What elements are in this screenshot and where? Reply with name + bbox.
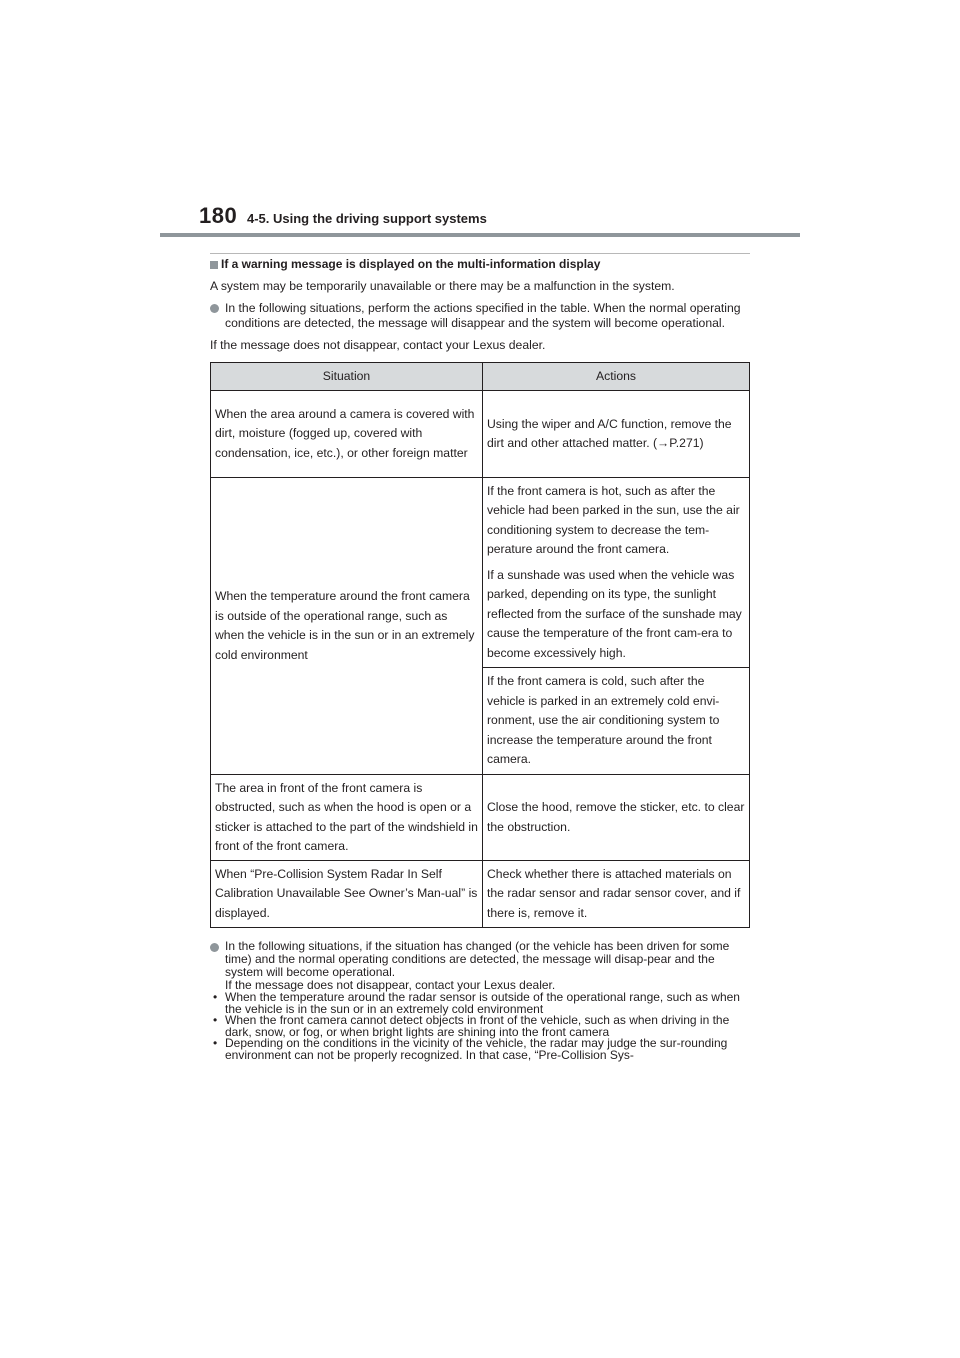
dash-text: When the front camera cannot detect objects in front of the vehicle, such as when driving in the dark, snow, or fog, or when bright lights are shining into the front camera	[225, 1013, 730, 1039]
situation-cell: When “Pre-Collision System Radar In Self Calibration Unavailable See Owner’s Man-ual” is displayed.	[211, 861, 483, 928]
bullet-note: If the message does not disappear, contact your Lexus dealer.	[225, 978, 556, 992]
dash-text: When the temperature around the radar sensor is outside of the operational range, such as when the vehicle is in the sun or in an extremely cold environment	[225, 990, 740, 1016]
action-paragraph: If a sunshade was used when the vehicle was parked, depending on its type, the sunlight reflected from the surface of the sunshade may cause the temperature of the front cam-era to become excessively high.	[487, 567, 742, 660]
dash-item	[210, 992, 750, 1015]
contact-dealer-note: If the message does not disappear, contact your Lexus dealer.	[210, 338, 546, 352]
actions-cell: Check whether there is attached materials on the radar sensor and radar sensor cover, and if there is, remove it.	[483, 861, 750, 928]
action-paragraph: If the front camera is hot, such as after the vehicle had been parked in the sun, use the air conditioning system to decrease the tem-perature around the front camera.	[487, 483, 740, 557]
section-title: 4-5. Using the driving support systems	[247, 211, 487, 226]
section-heading-text: If a warning message is displayed on the multi-information display	[221, 257, 601, 271]
dash-marker: •	[213, 1036, 218, 1050]
actions-cell	[483, 478, 750, 668]
table-header-actions: Actions	[483, 363, 750, 391]
circle-bullet-icon	[210, 943, 219, 952]
dash-item	[210, 1038, 750, 1061]
bullet-text: In the following situations, perform the actions specified in the table. When the normal operating conditions are detected, the message will disappear and the system will become operational.	[225, 301, 741, 330]
table-row	[211, 861, 750, 928]
page-content	[210, 257, 750, 1061]
actions-cell: If the front camera is cold, such after the vehicle is parked in an extremely cold envi-ronment, use the air conditioning system to increase the temperature around the front camera.	[483, 668, 750, 775]
situation-cell: When the temperature around the front camera is outside of the operational range, such as when the vehicle is in the sun or in an extremely cold environment	[211, 478, 483, 775]
table-header-row	[211, 363, 750, 391]
actions-cell: Using the wiper and A/C function, remove the dirt and other attached matter. (→P.271)	[483, 391, 750, 478]
intro-paragraph: A system may be temporarily unavailable or there may be a malfunction in the system.	[210, 279, 675, 293]
dash-marker: •	[213, 990, 218, 1004]
section-heading	[210, 257, 750, 272]
table-row	[211, 391, 750, 478]
situation-cell: The area in front of the front camera is obstructed, such as when the hood is open or a sticker is attached to the part of the windshield in front of the front camera.	[211, 775, 483, 861]
dash-text: Depending on the conditions in the vicinity of the vehicle, the radar may judge the sur-rounding environment can not be properly recognized. In that case, “Pre-Collision Sys-	[225, 1036, 728, 1062]
warning-table	[210, 362, 750, 928]
table-row	[211, 775, 750, 861]
header-bar	[160, 233, 800, 237]
actions-cell: Close the hood, remove the sticker, etc. to clear the obstruction.	[483, 775, 750, 861]
table-header-situation: Situation	[211, 363, 483, 391]
dash-marker: •	[213, 1013, 218, 1027]
situation-cell: When the area around a camera is covered with dirt, moisture (fogged up, covered with condensation, ice, etc.), or other foreign matter	[211, 391, 483, 478]
bullet-item	[210, 301, 750, 331]
table-row	[211, 478, 750, 668]
square-bullet-icon	[210, 261, 218, 269]
circle-bullet-icon	[210, 304, 219, 313]
bullet-text: In the following situations, if the situation has changed (or the vehicle has been driven for some time) and the normal operating conditions are detected, the message will disap-pear and the system will become operational.	[225, 939, 730, 979]
dash-item	[210, 1015, 750, 1038]
section-rule	[210, 253, 750, 254]
page-number: 180	[199, 203, 238, 228]
bullet-item	[210, 940, 750, 979]
